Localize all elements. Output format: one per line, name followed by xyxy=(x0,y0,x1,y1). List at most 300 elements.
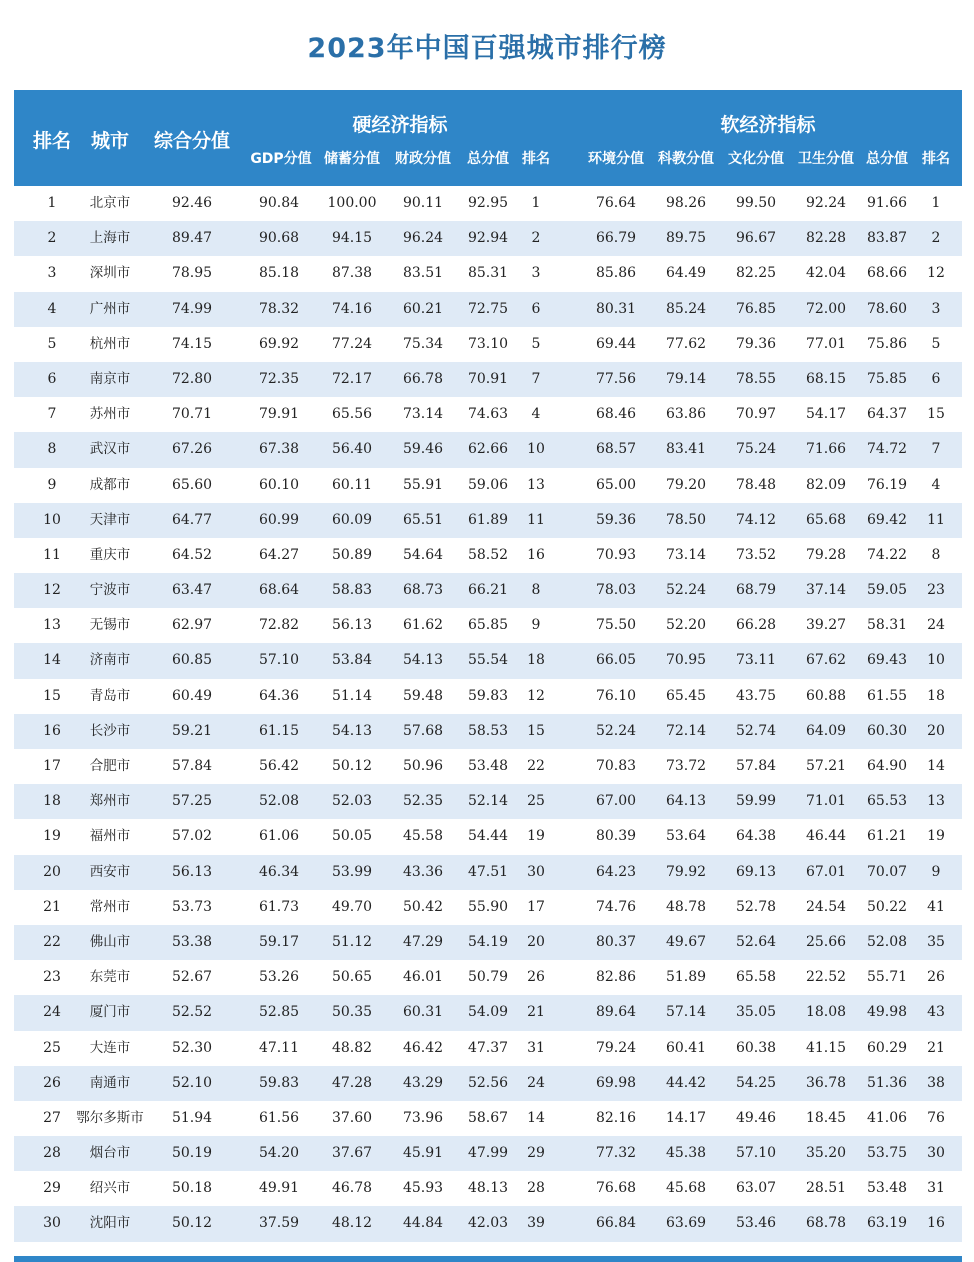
fiscal-cell: 96.24 xyxy=(402,230,444,247)
culture-cell: 73.52 xyxy=(735,546,777,563)
savings-cell: 74.16 xyxy=(331,300,373,317)
health-cell: 79.28 xyxy=(805,546,847,563)
hard-rank-cell: 7 xyxy=(531,370,541,387)
education-cell: 89.75 xyxy=(665,230,707,247)
hard-total-cell: 50.79 xyxy=(467,969,509,986)
composite-cell: 50.12 xyxy=(171,1215,213,1232)
fiscal-cell: 57.68 xyxy=(402,722,444,739)
composite-cell: 64.77 xyxy=(171,511,213,528)
health-cell: 25.66 xyxy=(805,933,847,950)
health-cell: 18.45 xyxy=(805,1109,847,1126)
fiscal-cell: 52.35 xyxy=(402,793,444,810)
city-cell: 长沙市 xyxy=(89,722,131,739)
table-row xyxy=(14,362,962,397)
rank-cell: 10 xyxy=(43,511,61,528)
soft-total-cell: 51.36 xyxy=(866,1074,908,1091)
gdp-cell: 57.10 xyxy=(258,652,300,669)
culture-cell: 35.05 xyxy=(735,1004,777,1021)
savings-cell: 50.65 xyxy=(331,969,373,986)
hard-rank-cell: 30 xyxy=(527,863,545,880)
savings-cell: 51.12 xyxy=(331,933,373,950)
culture-cell: 49.46 xyxy=(735,1109,777,1126)
health-cell: 92.24 xyxy=(805,195,847,211)
gdp-cell: 61.06 xyxy=(258,828,300,845)
savings-cell: 53.84 xyxy=(331,652,373,669)
rank-cell: 22 xyxy=(43,933,61,950)
city-cell: 厦门市 xyxy=(89,1004,131,1021)
table-row xyxy=(14,1101,962,1136)
health-cell: 54.17 xyxy=(805,406,847,423)
savings-cell: 56.13 xyxy=(331,617,373,634)
education-cell: 57.14 xyxy=(665,1004,707,1021)
hard-total-cell: 70.91 xyxy=(467,370,509,387)
city-cell: 鄂尔多斯市 xyxy=(76,1109,144,1126)
header-soft-rank: 排名 xyxy=(922,151,950,167)
education-cell: 49.67 xyxy=(665,933,707,950)
city-cell: 苏州市 xyxy=(89,406,131,423)
soft-total-cell: 65.53 xyxy=(866,793,908,810)
hard-rank-cell: 19 xyxy=(527,828,545,845)
rank-cell: 17 xyxy=(43,758,61,774)
table-row xyxy=(14,1031,962,1066)
composite-cell: 74.15 xyxy=(171,335,213,352)
header-hard-group: 硬经济指标 xyxy=(352,114,448,136)
fiscal-cell: 83.51 xyxy=(402,265,444,282)
hard-rank-cell: 14 xyxy=(527,1109,545,1126)
savings-cell: 48.12 xyxy=(331,1215,373,1232)
culture-cell: 57.10 xyxy=(735,1145,777,1162)
environment-cell: 82.16 xyxy=(595,1109,637,1126)
table-row xyxy=(14,292,962,327)
environment-cell: 89.64 xyxy=(595,1004,637,1021)
health-cell: 36.78 xyxy=(805,1074,847,1091)
composite-cell: 57.84 xyxy=(171,758,213,774)
soft-rank-cell: 11 xyxy=(927,511,945,528)
gdp-cell: 59.83 xyxy=(258,1074,300,1091)
soft-rank-cell: 18 xyxy=(927,687,945,704)
table-row xyxy=(14,468,962,503)
hard-rank-cell: 6 xyxy=(531,300,541,317)
soft-total-cell: 69.43 xyxy=(866,652,908,669)
culture-cell: 66.28 xyxy=(735,617,777,634)
soft-total-cell: 60.30 xyxy=(866,722,908,739)
fiscal-cell: 45.91 xyxy=(402,1145,444,1162)
fiscal-cell: 54.13 xyxy=(402,652,444,669)
rank-cell: 21 xyxy=(43,898,61,915)
composite-cell: 50.18 xyxy=(171,1180,213,1197)
education-cell: 51.89 xyxy=(665,969,707,986)
health-cell: 35.20 xyxy=(805,1145,847,1162)
header-environment: 环境分值 xyxy=(588,151,644,167)
fiscal-cell: 50.96 xyxy=(402,758,444,774)
environment-cell: 77.32 xyxy=(595,1145,637,1162)
composite-cell: 63.47 xyxy=(171,582,213,599)
gdp-cell: 52.08 xyxy=(258,793,300,810)
table-row xyxy=(14,221,962,256)
rank-cell: 23 xyxy=(43,969,61,986)
savings-cell: 65.56 xyxy=(331,406,373,423)
soft-rank-cell: 23 xyxy=(927,582,945,599)
fiscal-cell: 59.46 xyxy=(402,441,444,458)
city-cell: 绍兴市 xyxy=(89,1180,131,1197)
city-cell: 广州市 xyxy=(89,300,131,317)
savings-cell: 100.00 xyxy=(327,195,377,211)
education-cell: 64.13 xyxy=(665,793,707,810)
rank-cell: 24 xyxy=(43,1004,61,1021)
city-cell: 北京市 xyxy=(89,195,131,211)
city-cell: 东莞市 xyxy=(89,969,131,986)
city-cell: 武汉市 xyxy=(89,441,131,458)
city-cell: 天津市 xyxy=(89,511,131,528)
table-row xyxy=(14,855,962,890)
table-row xyxy=(14,749,962,784)
table-row xyxy=(14,1136,962,1171)
education-cell: 48.78 xyxy=(665,898,707,915)
culture-cell: 73.11 xyxy=(735,652,777,669)
environment-cell: 68.57 xyxy=(595,441,637,458)
savings-cell: 37.60 xyxy=(331,1109,373,1126)
city-cell: 成都市 xyxy=(89,476,131,493)
environment-cell: 79.24 xyxy=(595,1039,637,1056)
education-cell: 73.14 xyxy=(665,546,707,563)
gdp-cell: 61.15 xyxy=(258,722,300,739)
savings-cell: 51.14 xyxy=(331,687,373,704)
gdp-cell: 90.84 xyxy=(258,195,300,211)
header-savings: 储蓄分值 xyxy=(324,151,380,167)
environment-cell: 74.76 xyxy=(595,898,637,915)
rank-cell: 13 xyxy=(43,617,61,634)
fiscal-cell: 73.96 xyxy=(402,1109,444,1126)
rank-cell: 30 xyxy=(43,1215,61,1232)
education-cell: 83.41 xyxy=(665,441,707,458)
hard-rank-cell: 26 xyxy=(527,969,545,986)
rank-cell: 5 xyxy=(47,335,57,352)
gdp-cell: 37.59 xyxy=(258,1215,300,1232)
culture-cell: 53.46 xyxy=(735,1215,777,1232)
environment-cell: 68.46 xyxy=(595,406,637,423)
soft-rank-cell: 10 xyxy=(927,652,945,669)
health-cell: 22.52 xyxy=(805,969,847,986)
culture-cell: 64.38 xyxy=(735,828,777,845)
table-row xyxy=(14,256,962,291)
rank-cell: 9 xyxy=(47,476,57,493)
education-cell: 52.20 xyxy=(665,617,707,634)
soft-rank-cell: 21 xyxy=(927,1039,945,1056)
gdp-cell: 85.18 xyxy=(258,265,300,282)
environment-cell: 69.44 xyxy=(595,335,637,352)
culture-cell: 78.55 xyxy=(735,370,777,387)
environment-cell: 64.23 xyxy=(595,863,637,880)
soft-total-cell: 64.90 xyxy=(866,758,908,774)
hard-total-cell: 72.75 xyxy=(467,300,509,317)
rank-cell: 4 xyxy=(47,300,57,317)
environment-cell: 77.56 xyxy=(595,370,637,387)
savings-cell: 48.82 xyxy=(331,1039,373,1056)
hard-total-cell: 92.94 xyxy=(467,230,509,247)
soft-total-cell: 91.66 xyxy=(866,195,908,211)
rank-cell: 16 xyxy=(43,722,61,739)
city-cell: 大连市 xyxy=(89,1039,131,1056)
soft-rank-cell: 41 xyxy=(927,898,945,915)
hard-total-cell: 52.14 xyxy=(467,793,509,810)
fiscal-cell: 90.11 xyxy=(402,195,444,211)
composite-cell: 57.02 xyxy=(171,828,213,845)
table-row xyxy=(14,503,962,538)
culture-cell: 59.99 xyxy=(735,793,777,810)
gdp-cell: 49.91 xyxy=(258,1180,300,1197)
composite-cell: 78.95 xyxy=(171,265,213,282)
health-cell: 41.15 xyxy=(805,1039,847,1056)
hard-total-cell: 54.09 xyxy=(467,1004,509,1021)
city-cell: 无锡市 xyxy=(89,617,131,634)
fiscal-cell: 46.42 xyxy=(402,1039,444,1056)
culture-cell: 65.58 xyxy=(735,969,777,986)
soft-total-cell: 78.60 xyxy=(866,300,908,317)
education-cell: 79.92 xyxy=(665,863,707,880)
hard-total-cell: 85.31 xyxy=(467,265,509,282)
health-cell: 82.28 xyxy=(805,230,847,247)
header-fiscal: 财政分值 xyxy=(395,151,451,167)
hard-total-cell: 92.95 xyxy=(467,195,509,211)
gdp-cell: 53.26 xyxy=(258,969,300,986)
header-hard-rank: 排名 xyxy=(522,151,550,167)
soft-total-cell: 75.86 xyxy=(866,335,908,352)
culture-cell: 52.74 xyxy=(735,722,777,739)
fiscal-cell: 60.31 xyxy=(402,1004,444,1021)
hard-rank-cell: 20 xyxy=(527,933,545,950)
savings-cell: 94.15 xyxy=(331,230,373,247)
table-row xyxy=(14,960,962,995)
soft-rank-cell: 30 xyxy=(927,1145,945,1162)
rank-cell: 26 xyxy=(43,1074,61,1091)
soft-total-cell: 41.06 xyxy=(866,1109,908,1126)
gdp-cell: 68.64 xyxy=(258,582,300,599)
environment-cell: 66.84 xyxy=(595,1215,637,1232)
fiscal-cell: 50.42 xyxy=(402,898,444,915)
soft-total-cell: 75.85 xyxy=(866,370,908,387)
culture-cell: 69.13 xyxy=(735,863,777,880)
soft-rank-cell: 13 xyxy=(927,793,945,810)
soft-rank-cell: 76 xyxy=(927,1109,945,1126)
composite-cell: 65.60 xyxy=(171,476,213,493)
fiscal-cell: 59.48 xyxy=(402,687,444,704)
composite-cell: 56.13 xyxy=(171,863,213,880)
composite-cell: 62.97 xyxy=(171,617,213,634)
composite-cell: 52.30 xyxy=(171,1039,213,1056)
environment-cell: 66.05 xyxy=(595,652,637,669)
header-soft-total: 总分值 xyxy=(866,151,908,167)
gdp-cell: 64.27 xyxy=(258,546,300,563)
health-cell: 82.09 xyxy=(805,476,847,493)
city-cell: 常州市 xyxy=(89,898,131,915)
fiscal-cell: 68.73 xyxy=(402,582,444,599)
savings-cell: 87.38 xyxy=(331,265,373,282)
environment-cell: 59.36 xyxy=(595,511,637,528)
city-cell: 南通市 xyxy=(89,1074,131,1091)
soft-total-cell: 83.87 xyxy=(866,230,908,247)
savings-cell: 60.11 xyxy=(331,476,373,493)
composite-cell: 67.26 xyxy=(171,441,213,458)
health-cell: 68.78 xyxy=(805,1215,847,1232)
health-cell: 42.04 xyxy=(805,265,847,282)
soft-total-cell: 55.71 xyxy=(866,969,908,986)
composite-cell: 50.19 xyxy=(171,1145,213,1162)
gdp-cell: 52.85 xyxy=(258,1004,300,1021)
rank-cell: 8 xyxy=(47,441,57,458)
education-cell: 45.38 xyxy=(665,1145,707,1162)
composite-cell: 60.85 xyxy=(171,652,213,669)
hard-rank-cell: 2 xyxy=(531,230,541,247)
city-cell: 上海市 xyxy=(89,230,131,247)
savings-cell: 56.40 xyxy=(331,441,373,458)
environment-cell: 82.86 xyxy=(595,969,637,986)
city-cell: 青岛市 xyxy=(89,687,131,704)
soft-rank-cell: 4 xyxy=(931,476,941,493)
health-cell: 67.01 xyxy=(805,863,847,880)
education-cell: 45.68 xyxy=(665,1180,707,1197)
city-cell: 深圳市 xyxy=(89,265,131,282)
education-cell: 72.14 xyxy=(665,722,707,739)
culture-cell: 43.75 xyxy=(735,687,777,704)
environment-cell: 80.39 xyxy=(595,828,637,845)
city-cell: 佛山市 xyxy=(89,933,131,950)
education-cell: 44.42 xyxy=(665,1074,707,1091)
soft-rank-cell: 16 xyxy=(927,1215,945,1232)
culture-cell: 99.50 xyxy=(735,195,777,211)
fiscal-cell: 66.78 xyxy=(402,370,444,387)
rank-cell: 3 xyxy=(47,265,57,282)
table-row xyxy=(14,1066,962,1101)
hard-rank-cell: 10 xyxy=(527,441,545,458)
environment-cell: 66.79 xyxy=(595,230,637,247)
hard-rank-cell: 13 xyxy=(527,476,545,493)
hard-total-cell: 54.44 xyxy=(467,828,509,845)
hard-total-cell: 58.53 xyxy=(467,722,509,739)
gdp-cell: 54.20 xyxy=(258,1145,300,1162)
hard-rank-cell: 11 xyxy=(527,511,545,528)
composite-cell: 72.80 xyxy=(171,370,213,387)
savings-cell: 37.67 xyxy=(331,1145,373,1162)
table-row xyxy=(14,643,962,678)
composite-cell: 51.94 xyxy=(171,1109,213,1126)
education-cell: 63.86 xyxy=(665,406,707,423)
education-cell: 73.72 xyxy=(665,758,707,774)
culture-cell: 63.07 xyxy=(735,1180,777,1197)
rank-cell: 11 xyxy=(43,546,61,563)
soft-rank-cell: 2 xyxy=(931,230,941,247)
hard-total-cell: 65.85 xyxy=(467,617,509,634)
rank-cell: 29 xyxy=(43,1180,61,1197)
health-cell: 37.14 xyxy=(805,582,847,599)
gdp-cell: 47.11 xyxy=(258,1039,300,1056)
table-body xyxy=(14,186,962,1242)
city-cell: 杭州市 xyxy=(89,335,131,352)
environment-cell: 80.37 xyxy=(595,933,637,950)
city-cell: 福州市 xyxy=(89,828,131,845)
hard-rank-cell: 12 xyxy=(527,687,545,704)
table-row xyxy=(14,327,962,362)
fiscal-cell: 54.64 xyxy=(402,546,444,563)
hard-total-cell: 48.13 xyxy=(467,1180,509,1197)
health-cell: 39.27 xyxy=(805,617,847,634)
environment-cell: 69.98 xyxy=(595,1074,637,1091)
environment-cell: 80.31 xyxy=(595,300,637,317)
table-row xyxy=(14,784,962,819)
fiscal-cell: 43.29 xyxy=(402,1074,444,1091)
gdp-cell: 72.35 xyxy=(258,370,300,387)
city-cell: 西安市 xyxy=(89,863,131,880)
health-cell: 71.66 xyxy=(805,441,847,458)
soft-total-cell: 61.21 xyxy=(866,828,908,845)
hard-rank-cell: 25 xyxy=(527,793,545,810)
hard-total-cell: 61.89 xyxy=(467,511,509,528)
soft-total-cell: 52.08 xyxy=(866,933,908,950)
hard-total-cell: 58.67 xyxy=(467,1109,509,1126)
savings-cell: 46.78 xyxy=(331,1180,373,1197)
soft-rank-cell: 26 xyxy=(927,969,945,986)
soft-total-cell: 59.05 xyxy=(866,582,908,599)
soft-rank-cell: 14 xyxy=(927,758,945,774)
education-cell: 78.50 xyxy=(665,511,707,528)
fiscal-cell: 61.62 xyxy=(402,617,444,634)
culture-cell: 60.38 xyxy=(735,1039,777,1056)
fiscal-cell: 44.84 xyxy=(402,1215,444,1232)
gdp-cell: 90.68 xyxy=(258,230,300,247)
rank-cell: 14 xyxy=(43,652,61,669)
composite-cell: 70.71 xyxy=(171,406,213,423)
education-cell: 85.24 xyxy=(665,300,707,317)
rank-cell: 19 xyxy=(43,828,61,845)
soft-rank-cell: 6 xyxy=(931,370,941,387)
education-cell: 98.26 xyxy=(665,195,707,211)
table-row xyxy=(14,714,962,749)
culture-cell: 76.85 xyxy=(735,300,777,317)
fiscal-cell: 55.91 xyxy=(402,476,444,493)
savings-cell: 72.17 xyxy=(331,370,373,387)
hard-total-cell: 59.06 xyxy=(467,476,509,493)
rank-cell: 18 xyxy=(43,793,61,810)
table-row xyxy=(14,679,962,714)
savings-cell: 60.09 xyxy=(331,511,373,528)
fiscal-cell: 73.14 xyxy=(402,406,444,423)
composite-cell: 59.21 xyxy=(171,722,213,739)
hard-total-cell: 59.83 xyxy=(467,687,509,704)
hard-rank-cell: 24 xyxy=(527,1074,545,1091)
header-soft-group: 软经济指标 xyxy=(720,114,816,136)
fiscal-cell: 45.58 xyxy=(402,828,444,845)
hard-total-cell: 55.54 xyxy=(467,652,509,669)
table-row xyxy=(14,890,962,925)
hard-rank-cell: 29 xyxy=(527,1145,545,1162)
soft-total-cell: 64.37 xyxy=(866,406,908,423)
health-cell: 28.51 xyxy=(805,1180,847,1197)
savings-cell: 53.99 xyxy=(331,863,373,880)
city-cell: 南京市 xyxy=(89,370,131,387)
rank-cell: 15 xyxy=(43,687,61,704)
health-cell: 64.09 xyxy=(805,722,847,739)
education-cell: 14.17 xyxy=(665,1109,707,1126)
savings-cell: 50.89 xyxy=(331,546,373,563)
education-cell: 77.62 xyxy=(665,335,707,352)
soft-total-cell: 74.72 xyxy=(866,441,908,458)
composite-cell: 52.10 xyxy=(171,1074,213,1091)
table-row xyxy=(14,186,962,221)
table-row xyxy=(14,573,962,608)
composite-cell: 89.47 xyxy=(171,230,213,247)
city-cell: 郑州市 xyxy=(89,793,131,810)
culture-cell: 52.78 xyxy=(735,898,777,915)
soft-rank-cell: 5 xyxy=(931,335,941,352)
